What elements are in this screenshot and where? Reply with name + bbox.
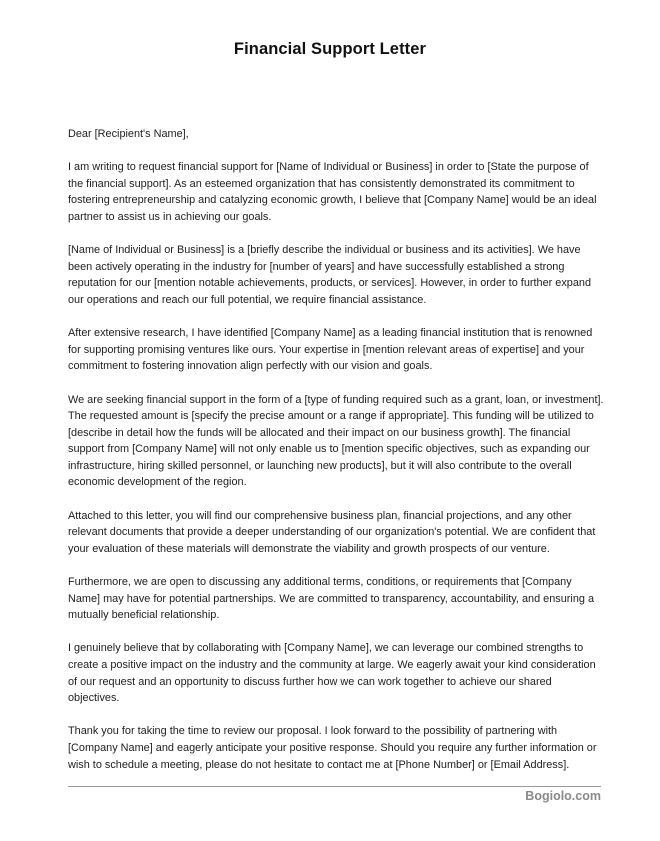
letter-body	[68, 126, 604, 790]
paragraph-research: After extensive research, I have identified [Company Name] as a leading financial institution that is renowned for supporting promising ventures like ours. Your expertise in [mention relevant areas of expertise] and your commitment to fostering innovation align perfectly with our vision and goals.	[68, 327, 593, 373]
paragraph-funding-request: We are seeking financial support in the form of a [type of funding required such as a grant, loan, or investment]. The requested amount is [specify the precise amount or a range if appropriate]. This funding will be utilized to [describe in detail how the funds will be allocated and their impact on our business growth]. The financial support from [Company Name] will not only enable us to [mention specific objectives, such as expanding our infrastructure, hiring skilled personnel, or launching new products], but it will also contribute to the overall economic development of the region.	[68, 393, 604, 489]
footer-brand: Bogiolo.com	[525, 789, 601, 803]
paragraph-terms: Furthermore, we are open to discussing any additional terms, conditions, or requirements that [Company Name] may have for potential partnerships. We are committed to transparency, accountability, and ensuring a mutually beneficial relationship.	[68, 576, 595, 622]
paragraph-business-description: [Name of Individual or Business] is a [briefly describe the individual or business and its activities]. We have been actively operating in the industry for [number of years] and have successfully established a strong reputation for our [mention notable achievements, products, or services]. However, in order to further expand our operations and reach our full potential, we require financial assistance.	[68, 244, 592, 306]
paragraph-collaboration: I genuinely believe that by collaborating with [Company Name], we can leverage our combined strengths to create a positive impact on the industry and the community at large. We eagerly await your kind consideration of our request and an opportunity to discuss further how we can work together to achieve our shared objectives.	[68, 642, 596, 705]
document-title: Financial Support Letter	[233, 40, 427, 58]
paragraph-closing: Thank you for taking the time to review our proposal. I look forward to the possibility of partnering with [Company Name] and eagerly anticipate your positive response. Should you require any further information or wish to schedule a meeting, please do not hesitate to contact me at [Phone Number] or [Email Address].	[68, 725, 597, 771]
paragraph-purpose: I am writing to request financial support for [Name of Individual or Business] in order to [State the purpose of the financial support]. As an esteemed organization that has consistently demonstrated its commitment to fostering entrepreneurship and catalyzing economic growth, I believe that [Company Name] would be an ideal partner to assist us in achieving our goals.	[68, 161, 597, 223]
paragraph-attachments: Attached to this letter, you will find our comprehensive business plan, financial projections, and any other relevant documents that provide a deeper understanding of our organization's potential. We are confident that your evaluation of these materials will demonstrate the viability and growth prospects of our venture.	[68, 509, 596, 555]
footer-divider	[68, 786, 601, 787]
salutation: Dear [Recipient's Name],	[68, 128, 189, 140]
